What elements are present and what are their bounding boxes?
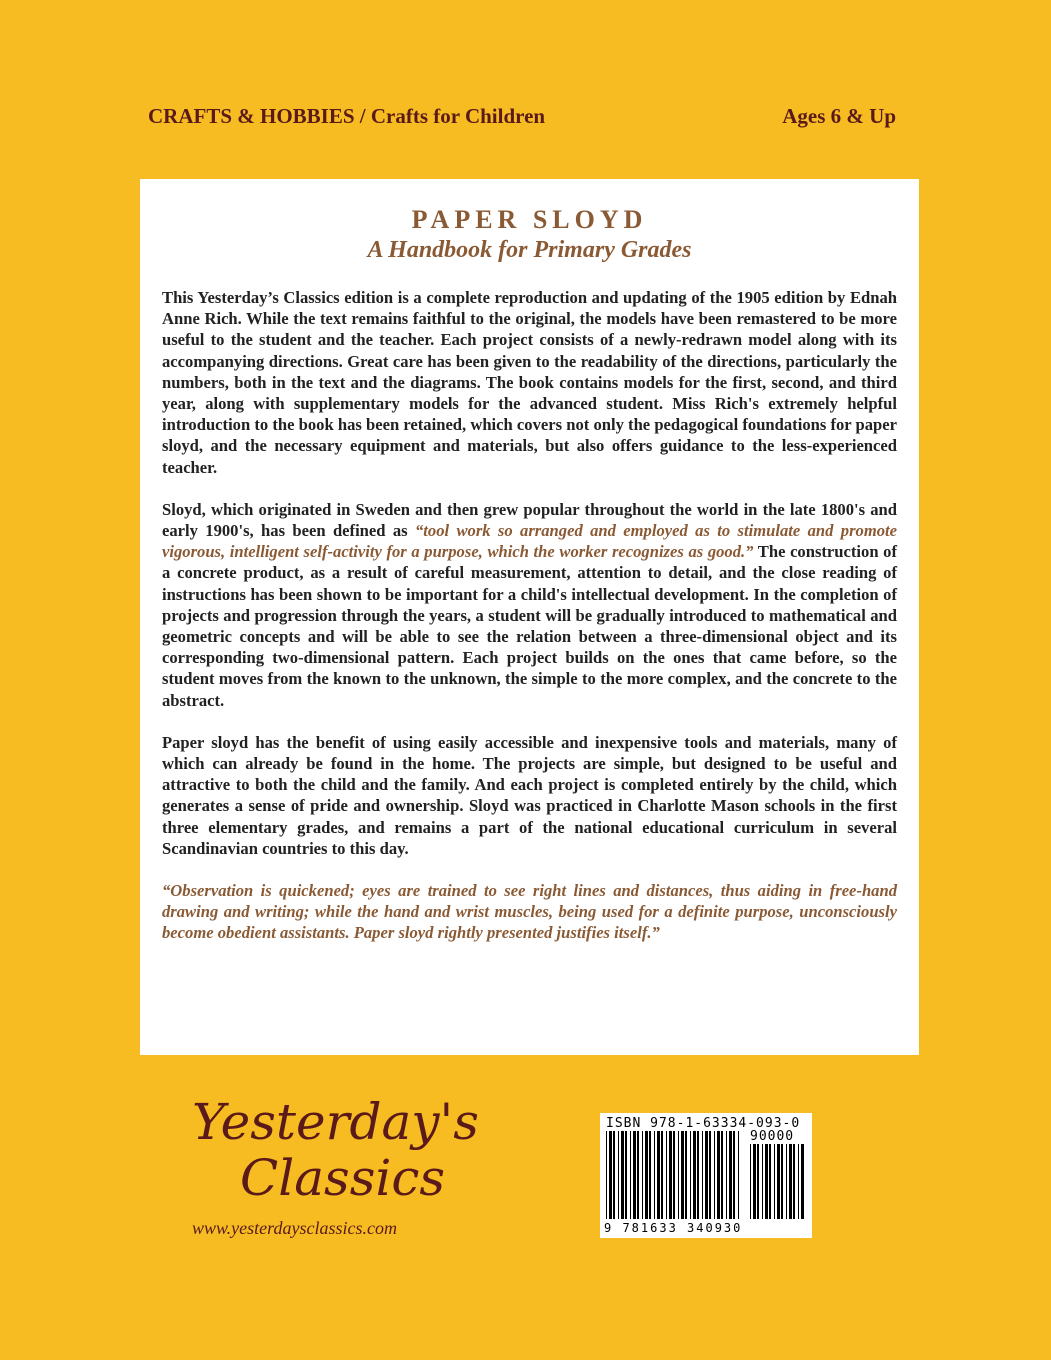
ean-text: 9 781633 340930 [604,1221,743,1235]
publisher-logo [192,1094,479,1239]
book-title: PAPER SLOYD [411,205,648,234]
price-barcode-bars [748,1144,808,1221]
paragraph-2-end: The construction of a concrete product, as a result of careful measurement, attention to detail, and the close reading of instructions has been shown to be important for a child's intellectual development. In the completion of projects and progression through the years, a student will be gradually introduced to mathematical and geometric concepts and will be able to see the relation between a three-dimensional object and its corresponding two-dimensional pattern. Each project builds on the ones that came before, so the student moves from the known to the unknown, the simple to the more complex, and the concrete to the abstract. [162,542,897,710]
sloyd-definition-quote: “tool work so arranged and employed as to stimulate and promote vigorous, intelligent self-activity for a purpose, which the worker recognizes as good.” [162,521,897,562]
publisher-name-line-2: Classics [240,1149,446,1207]
publisher-name-line-1: Yesterday's [192,1093,479,1151]
category-label: CRAFTS & HOBBIES / Crafts for Children [148,104,546,128]
price-code-text: 90000 [750,1129,795,1144]
book-subtitle: A Handbook for Primary Grades [367,237,692,263]
isbn-barcode [600,1113,812,1238]
paragraph-2-start: Sloyd, which originated in Sweden and then grew popular throughout the world in the late 1800's and early 1900's, has been defined as [162,499,897,541]
publisher-url: www.yesterdaysclassics.com [192,1218,397,1238]
description-paragraph-2 [162,499,897,711]
description-panel [140,179,919,1055]
ean-barcode-bars [604,1131,744,1221]
ages-label: Ages 6 & Up [782,104,896,128]
isbn-text: ISBN 978-1-63334-093-0 [606,1116,801,1131]
description-paragraph-1: This Yesterday’s Classics edition is a complete reproduction and updating of the 1905 edition by Ednah Anne Rich. While the text remains faithful to the original, the models have been remastered to be more useful to the student and the teacher. Each project consists of a newly-redrawn model along with its accompanying directions. Great care has been given to the readability of the directions, particularly the numbers, both in the text and the diagrams. The book contains models for the first, second, and third year, along with supplementary models for the advanced student. Miss Rich's extremely helpful introduction to the book has been retained, which covers not only the pedagogical foundations for paper sloyd, and the necessary equipment and materials, but also offers guidance to the less-experienced teacher. [162,288,897,477]
closing-quote: “Observation is quickened; eyes are trained to see right lines and distances, thus aiding in free-hand drawing and writing; while the hand and wrist muscles, being used for a definite purpose, unconsciously become obedient assistants. Paper sloyd rightly presented justifies itself.” [162,881,897,943]
description-paragraph-3: Paper sloyd has the benefit of using easily accessible and inexpensive tools and materials, many of which can already be found in the home. The projects are simple, but designed to be useful and attractive to both the child and the family. And each project is completed entirely by the child, which generates a sense of pride and ownership. Sloyd was practiced in Charlotte Mason schools in the first three elementary grades, and remains a part of the national educational curriculum in several Scandinavian countries to this day. [162,732,897,858]
